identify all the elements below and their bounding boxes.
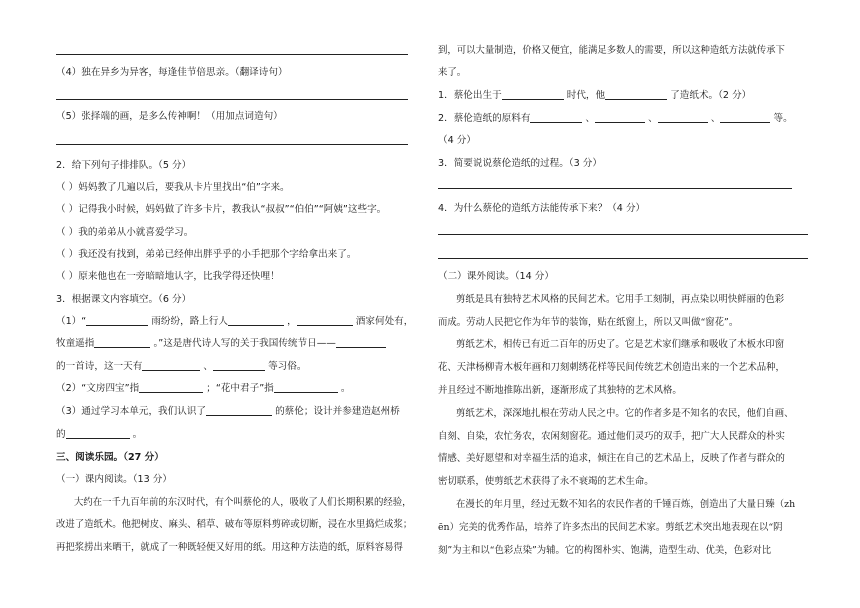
fill-blank[interactable] (86, 315, 148, 326)
question-2-score: （4 分） (438, 135, 476, 146)
fill-text: 2．蔡伦造纸的原料有 (438, 113, 531, 124)
fill-text: 的蔡伦；设计并参建造赵州桥 (275, 406, 400, 417)
fill-text: （3）通过学习本单元，我们认识了 (56, 406, 207, 417)
fill-text: 酒家何处有， (355, 316, 414, 327)
fill-blank[interactable] (720, 112, 770, 123)
fill-line-1 (56, 315, 413, 328)
fill-text: 。 (132, 429, 143, 440)
fill-blank[interactable] (66, 428, 130, 439)
passage-line: 刻”为主和以“色彩点染”为辅。它的构图朴实、饱满，造型生动、优美，色彩对比 (438, 545, 772, 556)
fill-text: 、 (585, 113, 596, 124)
fill-text: 。 (340, 383, 351, 394)
passage-line: 剪纸艺术，相传已有近二百年的历史了。它是艺术家们继承和吸收了木板水印窗 (456, 339, 785, 350)
fill-blank[interactable] (274, 382, 338, 393)
passage-line: 在漫长的年月里，经过无数不知名的农民作者的千锤百炼，创造出了大量日臻（zh (456, 499, 796, 510)
fill-blank[interactable] (658, 112, 708, 123)
question-5-sentence: （5）张择端的画，是多么传神啊！（用加点词造句） (56, 111, 283, 122)
fill-text: 。”这是唐代诗人写的关于我国传统节日—— (153, 338, 336, 349)
fill-blank[interactable] (336, 337, 386, 348)
fill-text: 等习俗。 (268, 361, 307, 372)
answer-line (56, 54, 408, 55)
section-3-title: 3．根据课文内容填空。（6 分） (56, 294, 192, 305)
passage-line: 大约在一千九百年前的东汉时代，有个叫蔡伦的人，吸收了人们长期积累的经验， (74, 497, 412, 508)
fill-line-6 (56, 428, 142, 441)
ordering-item: （ ）我还没有找到，弟弟已经伸出胖乎乎的小手把那个字给拿出来了。 (56, 249, 357, 260)
fill-line-2 (56, 337, 386, 350)
answer-line (438, 188, 792, 189)
question-1 (438, 89, 751, 102)
answer-line (56, 99, 408, 100)
fill-line-4 (56, 382, 350, 395)
fill-text: 了造纸术。（2 分） (670, 90, 752, 101)
ordering-item: （ ）妈妈教了几遍以后，要我从卡片里找出“伯”字来。 (56, 182, 290, 193)
answer-line (438, 234, 808, 235)
fill-line-3 (56, 360, 306, 373)
question-4: 4．为什么蔡伦的造纸方法能传承下来？（4 分） (438, 203, 646, 214)
fill-text: ， (287, 316, 297, 327)
fill-text: 等。 (773, 113, 793, 124)
fill-blank[interactable] (142, 360, 200, 371)
question-4-translate: （4）独在异乡为异客，每逢佳节倍思亲。（翻译诗句） (56, 67, 288, 78)
subsection-in-class-title: （一）课内阅读。（13 分） (56, 474, 172, 485)
answer-line (56, 144, 408, 145)
fill-blank[interactable] (530, 112, 582, 123)
subsection-extra-title: （二）课外阅读。（14 分） (438, 271, 554, 282)
ordering-item: （ ）我的弟弟从小就喜爱学习。 (56, 227, 194, 238)
section-2-title: 2．给下列句子排排队。（5 分） (56, 160, 192, 171)
question-2 (438, 112, 793, 125)
passage-line: 并且经过不断地推陈出新，逐渐形成了其独特的艺术风格。 (438, 385, 682, 396)
passage-line: 到，可以大量制造，价格又便宜，能满足多数人的需要，所以这种造纸方法就传承下 (438, 45, 785, 56)
fill-blank[interactable] (595, 112, 645, 123)
passage-line: 而成。劳动人民把它作为年节的装饰，贴在纸窗上，所以又叫做“窗花”。 (438, 317, 739, 328)
passage-line: ēn）完美的优秀作品，培养了许多杰出的民间艺术家。剪纸艺术突出地表现在以“阴 (438, 522, 783, 533)
fill-text: 牧童遥指 (56, 338, 95, 349)
passage-line: 改进了造纸术。他把树皮、麻头、稻草、破布等原料剪碎或切断，浸在水里捣烂成浆； (56, 519, 413, 530)
fill-blank[interactable] (139, 382, 203, 393)
fill-line-5 (56, 405, 400, 418)
passage-line: 花、天津杨柳青木板年画和刀刻刺绣花样等民间传统艺术创造出来的一个艺术品种， (438, 362, 785, 373)
fill-blank[interactable] (228, 315, 284, 326)
fill-text: 时代，他 (566, 90, 606, 101)
fill-blank[interactable] (94, 337, 150, 348)
fill-text: 、 (710, 113, 721, 124)
fill-blank[interactable] (213, 360, 265, 371)
fill-blank[interactable] (297, 315, 353, 326)
passage-line: 再把浆捞出来晒干，就成了一种既轻便又好用的纸。用这种方法造的纸，原料容易得 (56, 542, 403, 553)
fill-blank[interactable] (502, 89, 564, 100)
fill-text: （1）“ (56, 316, 87, 327)
passage-line: 来了。 (438, 67, 467, 78)
fill-text: 的 (56, 429, 66, 440)
passage-line: 自刻、自染，农忙务农，农闲刻窗花。通过他们灵巧的双手，把广大人民群众的朴实 (438, 431, 785, 442)
fill-text: 雨纷纷，路上行人 (151, 316, 229, 327)
fill-text: 、 (648, 113, 658, 124)
answer-line (438, 258, 808, 259)
fill-blank[interactable] (206, 405, 272, 416)
fill-text: 1．蔡伦出生于 (438, 90, 502, 101)
passage-line: 密切联系，使剪纸艺术获得了永不衰竭的艺术生命。 (438, 476, 654, 487)
fill-blank[interactable] (605, 89, 667, 100)
fill-text: ；“花中君子”指 (206, 383, 274, 394)
fill-text: 的一首诗，这一天有 (56, 361, 143, 372)
fill-text: 、 (203, 361, 213, 372)
ordering-item: （ ）记得我小时候，妈妈做了许多卡片，教我认“叔叔”“伯伯”“阿姨”这些字。 (56, 204, 387, 215)
passage-line: 情感、美好愿望和对幸福生活的追求，倾注在自己的艺术品上，反映了作者与群众的 (438, 453, 785, 464)
fill-text: （2）“文房四宝”指 (56, 383, 140, 394)
section-reading-title: 三、阅读乐园。（27 分） (56, 452, 164, 463)
ordering-item: （ ）原来他也在一旁暗暗地认字，比我学得还快哩！ (56, 271, 280, 282)
passage-line: 剪纸是具有独特艺术风格的民间艺术。它用手工刻制，再点染以明快鲜丽的色彩 (456, 294, 785, 305)
question-3: 3．简要说说蔡伦造纸的过程。（3 分） (438, 158, 602, 169)
passage-line: 剪纸艺术，深深地扎根在劳动人民之中。它的作者多是不知名的农民，他们自画、 (456, 408, 794, 419)
